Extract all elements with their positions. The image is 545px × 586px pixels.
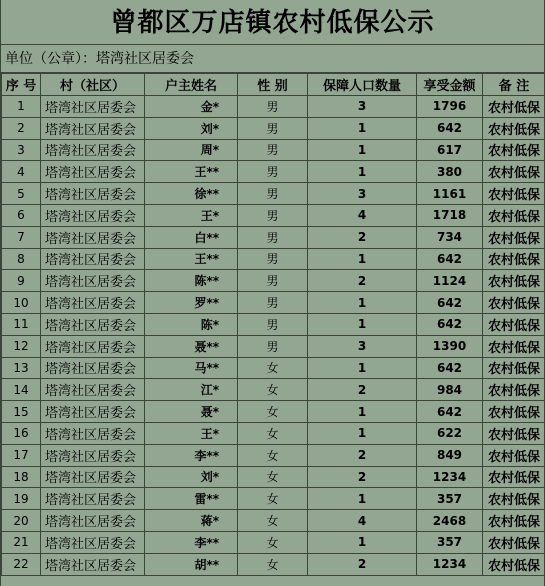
cell-amount[interactable]: 1390 xyxy=(417,335,483,357)
cell-gender[interactable]: 女 xyxy=(238,510,308,532)
cell-no[interactable]: 6 xyxy=(2,204,41,226)
cell-head[interactable]: 周* xyxy=(145,139,238,161)
cell-gender[interactable]: 男 xyxy=(238,204,308,226)
cell-note[interactable]: 农村低保 xyxy=(483,422,545,444)
cell-amount[interactable]: 984 xyxy=(417,379,483,401)
cell-village[interactable]: 塔湾社区居委会 xyxy=(41,117,145,139)
cell-village[interactable]: 塔湾社区居委会 xyxy=(41,183,145,205)
cell-amount[interactable]: 380 xyxy=(417,161,483,183)
cell-gender[interactable]: 女 xyxy=(238,401,308,423)
cell-gender[interactable]: 男 xyxy=(238,161,308,183)
cell-gender[interactable]: 男 xyxy=(238,226,308,248)
cell-gender[interactable]: 女 xyxy=(238,422,308,444)
cell-amount[interactable]: 357 xyxy=(417,488,483,510)
cell-gender[interactable]: 男 xyxy=(238,335,308,357)
cell-gender[interactable]: 女 xyxy=(238,553,308,575)
table-row xyxy=(2,139,545,161)
cell-no[interactable]: 17 xyxy=(2,444,41,466)
cell-persons[interactable]: 1 xyxy=(308,292,417,314)
cell-no[interactable]: 16 xyxy=(2,422,41,444)
cell-head[interactable]: 白** xyxy=(145,226,238,248)
cell-head[interactable]: 王* xyxy=(145,422,238,444)
cell-amount[interactable]: 642 xyxy=(417,313,483,335)
cell-no[interactable]: 5 xyxy=(2,183,41,205)
cell-persons[interactable]: 2 xyxy=(308,444,417,466)
table-row xyxy=(2,117,545,139)
cell-persons[interactable]: 1 xyxy=(308,161,417,183)
cell-amount[interactable]: 642 xyxy=(417,117,483,139)
cell-no[interactable]: 20 xyxy=(2,510,41,532)
cell-amount[interactable]: 642 xyxy=(417,357,483,379)
cell-no[interactable]: 19 xyxy=(2,488,41,510)
cell-village[interactable]: 塔湾社区居委会 xyxy=(41,96,145,118)
cell-head[interactable]: 李** xyxy=(145,444,238,466)
cell-head[interactable]: 胡** xyxy=(145,553,238,575)
cell-note[interactable]: 农村低保 xyxy=(483,292,545,314)
cell-note[interactable]: 农村低保 xyxy=(483,335,545,357)
cell-village[interactable]: 塔湾社区居委会 xyxy=(41,357,145,379)
column-header-head[interactable]: 户主姓名 xyxy=(145,74,238,96)
cell-no[interactable]: 2 xyxy=(2,117,41,139)
cell-head[interactable]: 刘* xyxy=(145,466,238,488)
cell-no[interactable]: 15 xyxy=(2,401,41,423)
cell-village[interactable]: 塔湾社区居委会 xyxy=(41,531,145,553)
cell-persons[interactable]: 1 xyxy=(308,117,417,139)
cell-village[interactable]: 塔湾社区居委会 xyxy=(41,466,145,488)
column-header-persons[interactable]: 保障人口数量 xyxy=(308,74,417,96)
cell-note[interactable]: 农村低保 xyxy=(483,161,545,183)
table-row xyxy=(2,553,545,575)
cell-no[interactable]: 12 xyxy=(2,335,41,357)
cell-head[interactable]: 马** xyxy=(145,357,238,379)
cell-village[interactable]: 塔湾社区居委会 xyxy=(41,161,145,183)
cell-persons[interactable]: 1 xyxy=(308,488,417,510)
cell-persons[interactable]: 3 xyxy=(308,96,417,118)
table-row xyxy=(2,313,545,335)
cell-no[interactable]: 11 xyxy=(2,313,41,335)
cell-amount[interactable]: 2468 xyxy=(417,510,483,532)
cell-persons[interactable]: 1 xyxy=(308,357,417,379)
cell-head[interactable]: 雷** xyxy=(145,488,238,510)
cell-no[interactable]: 9 xyxy=(2,270,41,292)
cell-no[interactable]: 13 xyxy=(2,357,41,379)
table-row xyxy=(2,96,545,118)
cell-note[interactable]: 农村低保 xyxy=(483,531,545,553)
cell-persons[interactable]: 2 xyxy=(308,379,417,401)
cell-persons[interactable]: 4 xyxy=(308,510,417,532)
table-row xyxy=(2,248,545,270)
cell-head[interactable]: 聂** xyxy=(145,335,238,357)
cell-gender[interactable]: 女 xyxy=(238,379,308,401)
cell-persons[interactable]: 3 xyxy=(308,183,417,205)
cell-gender[interactable]: 男 xyxy=(238,270,308,292)
table-row xyxy=(2,379,545,401)
cell-note[interactable]: 农村低保 xyxy=(483,204,545,226)
table-row xyxy=(2,204,545,226)
cell-persons[interactable]: 1 xyxy=(308,401,417,423)
cell-village[interactable]: 塔湾社区居委会 xyxy=(41,553,145,575)
cell-note[interactable]: 农村低保 xyxy=(483,466,545,488)
column-header-note[interactable]: 备 注 xyxy=(483,74,545,96)
cell-note[interactable]: 农村低保 xyxy=(483,183,545,205)
cell-gender[interactable]: 女 xyxy=(238,531,308,553)
cell-head[interactable]: 江* xyxy=(145,379,238,401)
cell-head[interactable]: 李** xyxy=(145,531,238,553)
cell-amount[interactable]: 1234 xyxy=(417,553,483,575)
cell-amount[interactable]: 357 xyxy=(417,531,483,553)
cell-head[interactable]: 陈** xyxy=(145,270,238,292)
cell-note[interactable]: 农村低保 xyxy=(483,488,545,510)
column-header-village[interactable]: 村（社区） xyxy=(41,74,145,96)
table-row xyxy=(2,292,545,314)
cell-village[interactable]: 塔湾社区居委会 xyxy=(41,335,145,357)
cell-village[interactable]: 塔湾社区居委会 xyxy=(41,226,145,248)
cell-note[interactable]: 农村低保 xyxy=(483,357,545,379)
cell-no[interactable]: 21 xyxy=(2,531,41,553)
cell-note[interactable]: 农村低保 xyxy=(483,401,545,423)
cell-note[interactable]: 农村低保 xyxy=(483,313,545,335)
cell-gender[interactable]: 男 xyxy=(238,248,308,270)
cell-gender[interactable]: 男 xyxy=(238,117,308,139)
cell-no[interactable]: 14 xyxy=(2,379,41,401)
cell-no[interactable]: 18 xyxy=(2,466,41,488)
cell-persons[interactable]: 2 xyxy=(308,226,417,248)
cell-note[interactable]: 农村低保 xyxy=(483,553,545,575)
table-row xyxy=(2,226,545,248)
table-row xyxy=(2,422,545,444)
cell-village[interactable]: 塔湾社区居委会 xyxy=(41,379,145,401)
cell-no[interactable]: 8 xyxy=(2,248,41,270)
cell-head[interactable]: 王** xyxy=(145,161,238,183)
cell-gender[interactable]: 男 xyxy=(238,292,308,314)
cell-note[interactable]: 农村低保 xyxy=(483,379,545,401)
cell-no[interactable]: 3 xyxy=(2,139,41,161)
cell-head[interactable]: 徐** xyxy=(145,183,238,205)
cell-head[interactable]: 罗** xyxy=(145,292,238,314)
column-header-amount[interactable]: 享受金额 xyxy=(417,74,483,96)
cell-note[interactable]: 农村低保 xyxy=(483,270,545,292)
table-row xyxy=(2,401,545,423)
cell-no[interactable]: 10 xyxy=(2,292,41,314)
cell-note[interactable]: 农村低保 xyxy=(483,226,545,248)
table-row xyxy=(2,183,545,205)
cell-village[interactable]: 塔湾社区居委会 xyxy=(41,488,145,510)
cell-village[interactable]: 塔湾社区居委会 xyxy=(41,313,145,335)
cell-village[interactable]: 塔湾社区居委会 xyxy=(41,292,145,314)
table-row xyxy=(2,510,545,532)
cell-note[interactable]: 农村低保 xyxy=(483,510,545,532)
cell-amount[interactable]: 734 xyxy=(417,226,483,248)
table-row xyxy=(2,466,545,488)
cell-no[interactable]: 7 xyxy=(2,226,41,248)
cell-amount[interactable]: 642 xyxy=(417,401,483,423)
cell-head[interactable]: 聂* xyxy=(145,401,238,423)
cell-note[interactable]: 农村低保 xyxy=(483,139,545,161)
cell-amount[interactable]: 622 xyxy=(417,422,483,444)
cell-persons[interactable]: 2 xyxy=(308,466,417,488)
cell-persons[interactable]: 2 xyxy=(308,270,417,292)
cell-note[interactable]: 农村低保 xyxy=(483,117,545,139)
cell-persons[interactable]: 1 xyxy=(308,248,417,270)
cell-no[interactable]: 4 xyxy=(2,161,41,183)
table-row xyxy=(2,531,545,553)
cell-gender[interactable]: 男 xyxy=(238,183,308,205)
cell-village[interactable]: 塔湾社区居委会 xyxy=(41,248,145,270)
page-title: 曾都区万店镇农村低保公示 xyxy=(1,0,544,45)
column-header-no[interactable]: 序 号 xyxy=(2,74,41,96)
cell-amount[interactable]: 1796 xyxy=(417,96,483,118)
cell-persons[interactable]: 3 xyxy=(308,335,417,357)
cell-gender[interactable]: 男 xyxy=(238,139,308,161)
cell-persons[interactable]: 1 xyxy=(308,139,417,161)
cell-head[interactable]: 陈* xyxy=(145,313,238,335)
cell-persons[interactable]: 1 xyxy=(308,422,417,444)
cell-amount[interactable]: 617 xyxy=(417,139,483,161)
cell-gender[interactable]: 女 xyxy=(238,444,308,466)
cell-gender[interactable]: 女 xyxy=(238,488,308,510)
cell-amount[interactable]: 642 xyxy=(417,248,483,270)
cell-village[interactable]: 塔湾社区居委会 xyxy=(41,204,145,226)
cell-village[interactable]: 塔湾社区居委会 xyxy=(41,510,145,532)
cell-head[interactable]: 王* xyxy=(145,204,238,226)
cell-village[interactable]: 塔湾社区居委会 xyxy=(41,401,145,423)
cell-gender[interactable]: 男 xyxy=(238,96,308,118)
cell-amount[interactable]: 1161 xyxy=(417,183,483,205)
cell-no[interactable]: 1 xyxy=(2,96,41,118)
cell-head[interactable]: 王** xyxy=(145,248,238,270)
cell-village[interactable]: 塔湾社区居委会 xyxy=(41,444,145,466)
cell-village[interactable]: 塔湾社区居委会 xyxy=(41,422,145,444)
cell-note[interactable]: 农村低保 xyxy=(483,444,545,466)
cell-gender[interactable]: 男 xyxy=(238,313,308,335)
cell-village[interactable]: 塔湾社区居委会 xyxy=(41,270,145,292)
cell-note[interactable]: 农村低保 xyxy=(483,96,545,118)
cell-no[interactable]: 22 xyxy=(2,553,41,575)
cell-note[interactable]: 农村低保 xyxy=(483,248,545,270)
table-row xyxy=(2,357,545,379)
column-header-gender[interactable]: 性 别 xyxy=(238,74,308,96)
cell-amount[interactable]: 1718 xyxy=(417,204,483,226)
table-row xyxy=(2,270,545,292)
cell-head[interactable]: 金* xyxy=(145,96,238,118)
header-row xyxy=(2,74,545,96)
cell-amount[interactable]: 849 xyxy=(417,444,483,466)
table-row xyxy=(2,161,545,183)
cell-persons[interactable]: 4 xyxy=(308,204,417,226)
cell-persons[interactable]: 2 xyxy=(308,553,417,575)
unit-line[interactable]: 单位（公章）：塔湾社区居委会 xyxy=(1,45,544,73)
cell-village[interactable]: 塔湾社区居委会 xyxy=(41,139,145,161)
cell-gender[interactable]: 女 xyxy=(238,357,308,379)
data-table xyxy=(1,73,545,576)
table-row xyxy=(2,335,545,357)
table-row xyxy=(2,444,545,466)
cell-persons[interactable]: 1 xyxy=(308,313,417,335)
cell-amount[interactable]: 642 xyxy=(417,292,483,314)
cell-gender[interactable]: 女 xyxy=(238,466,308,488)
cell-head[interactable]: 蒋* xyxy=(145,510,238,532)
cell-amount[interactable]: 1234 xyxy=(417,466,483,488)
table-row xyxy=(2,488,545,510)
cell-head[interactable]: 刘* xyxy=(145,117,238,139)
cell-persons[interactable]: 1 xyxy=(308,531,417,553)
cell-amount[interactable]: 1124 xyxy=(417,270,483,292)
